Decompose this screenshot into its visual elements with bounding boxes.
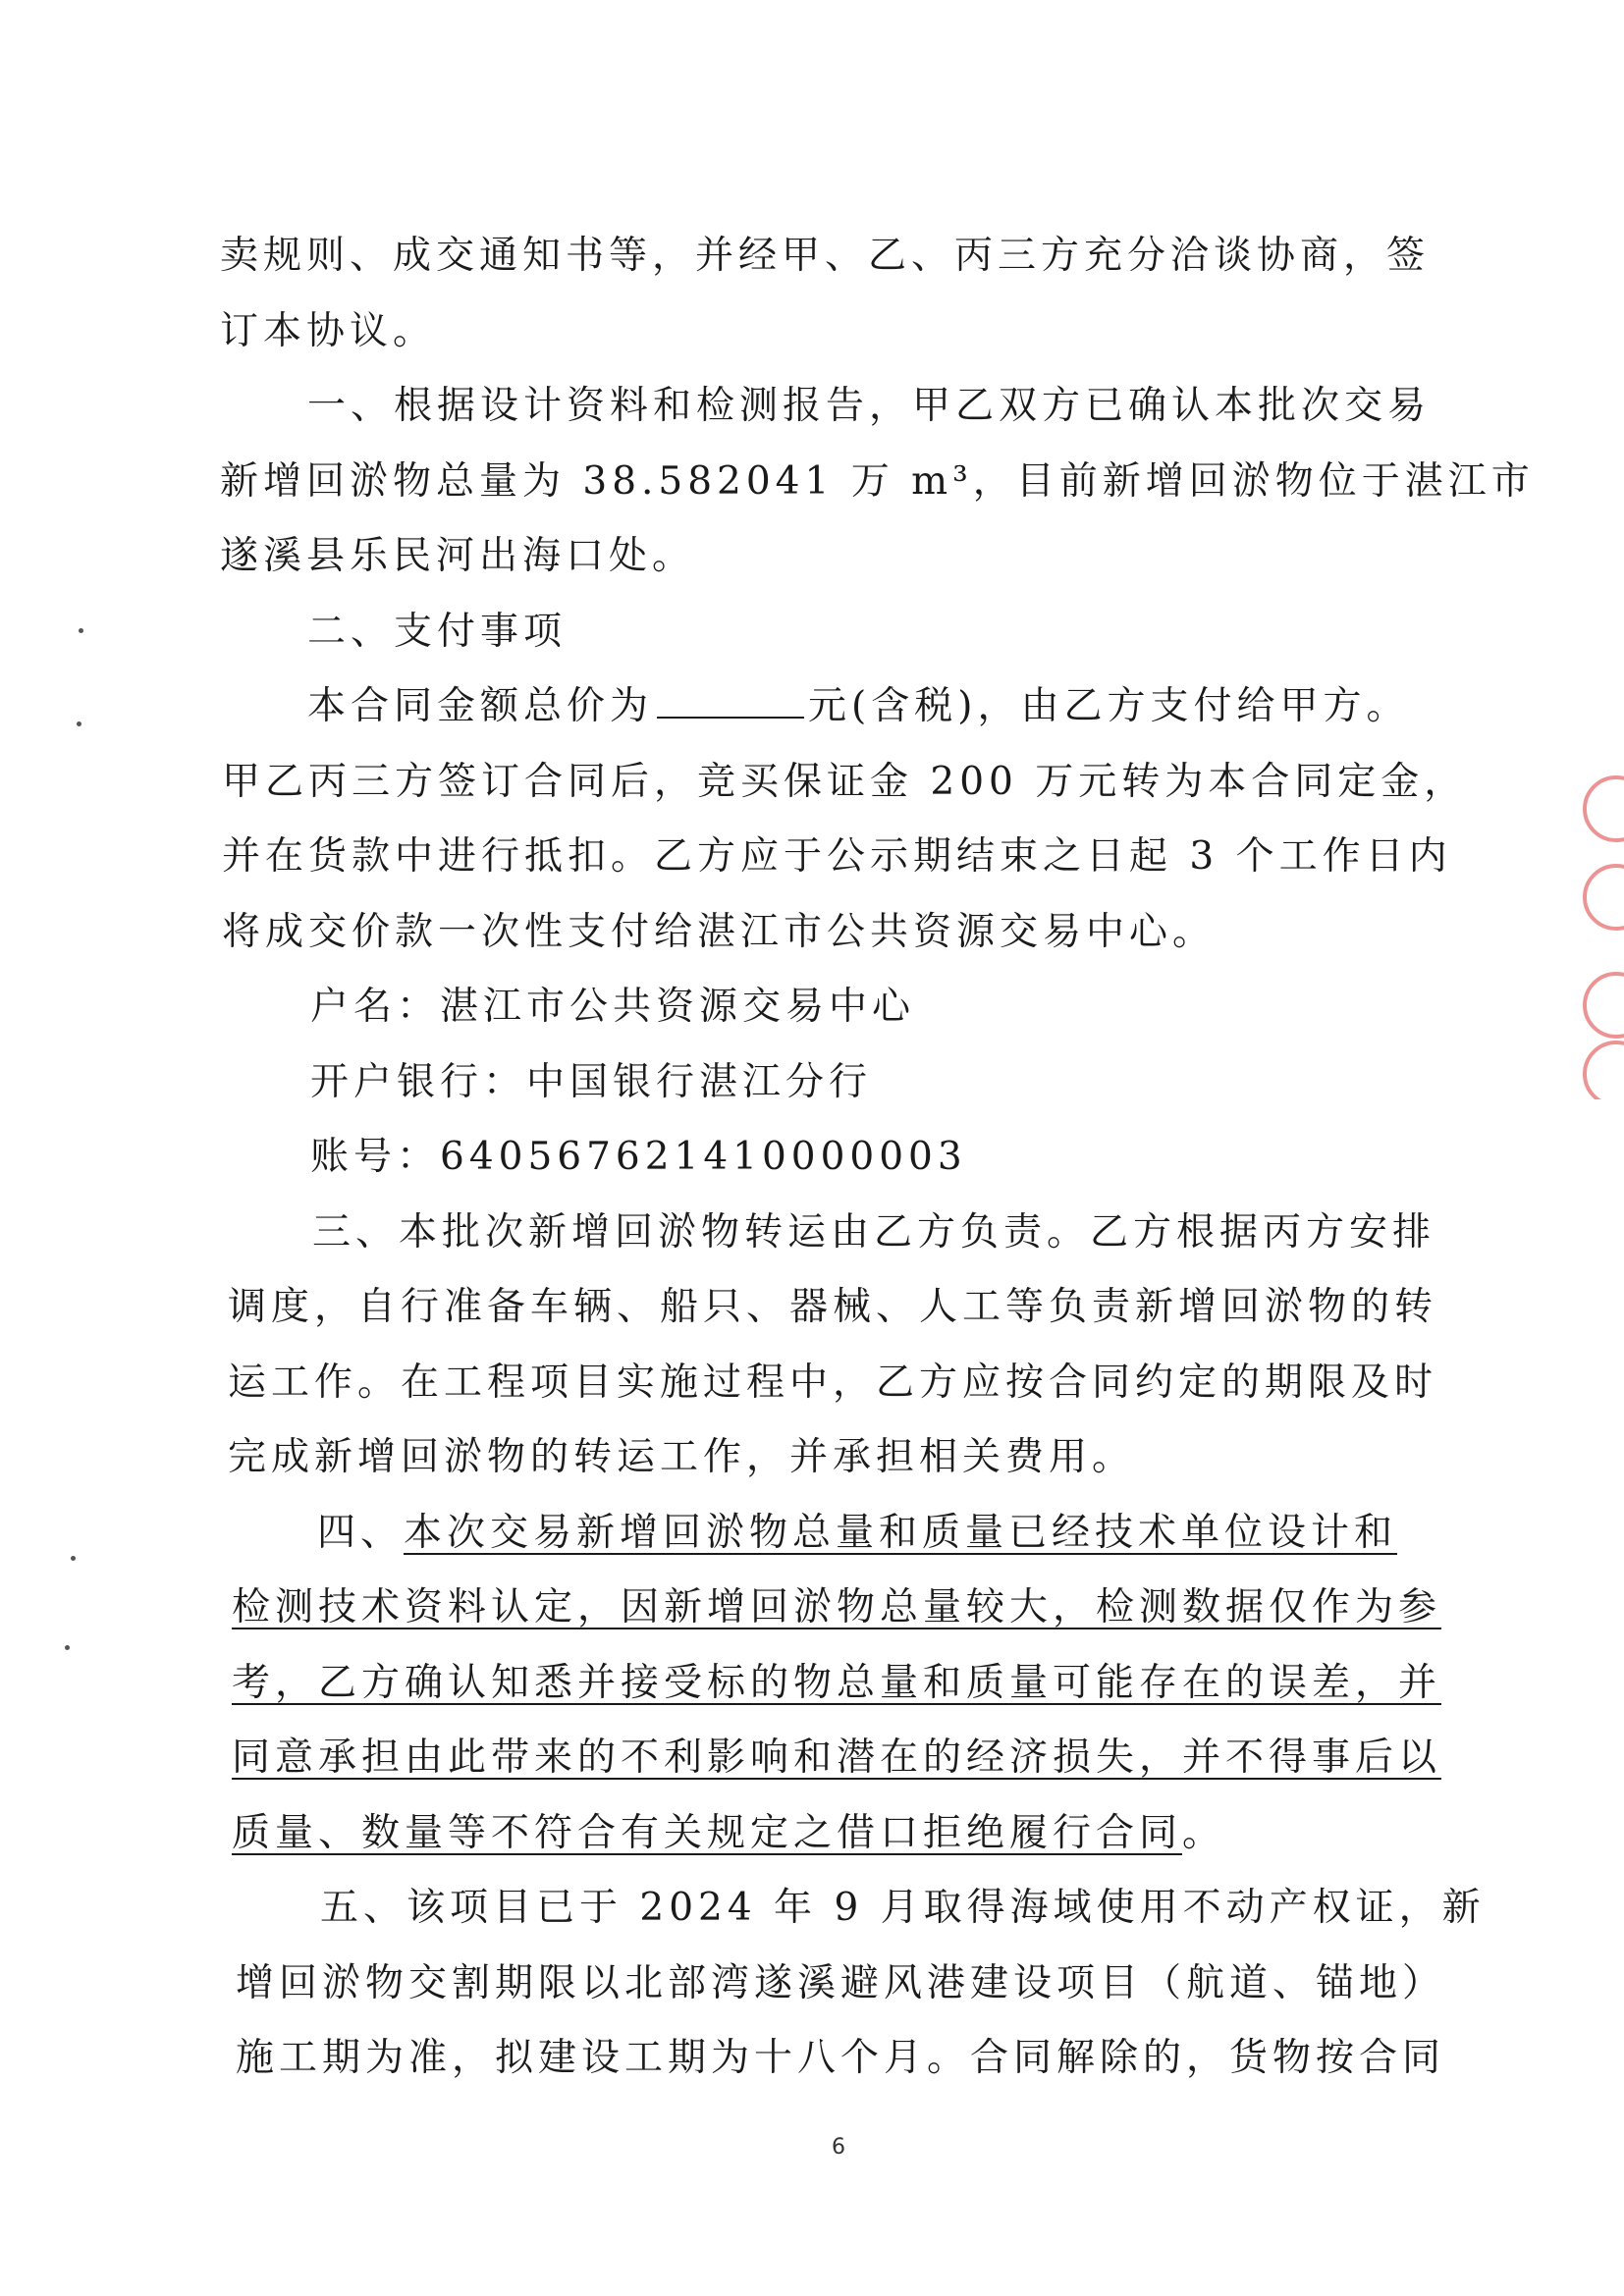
text-line: 运工作。在工程项目实施过程中，乙方应按合同约定的期限及时 [228,1361,1438,1405]
account-bank: 开户银行：中国银行湛江分行 [310,1060,873,1104]
scan-speck [65,1645,70,1650]
scan-speck [77,721,81,726]
clause-four-line [317,1504,1397,1563]
text-line: 订本协议。 [220,309,437,353]
contract-price-label: 本合同金额总价为 [307,684,654,728]
underlined-text-line: 同意承担由此带来的不利影响和潜在的经济损失，并不得事后以 [232,1735,1442,1780]
scan-speck [79,628,83,633]
contract-price-line [307,677,1409,736]
underlined-text: 质量、数量等不符合有关规定之借口拒绝履行合同 [232,1811,1183,1855]
account-name: 户名：湛江市公共资源交易中心 [310,985,916,1029]
contract-price-blank [657,677,804,719]
scan-speck [71,1556,76,1561]
text-line: 卖规则、成交通知书等，并经甲、乙、丙三方充分洽谈协商，签 [220,234,1431,278]
text-line: 并在货款中进行抵扣。乙方应于公示期结束之日起 3 个工作日内 [222,834,1452,879]
text-line: 完成新增回淤物的转运工作，并承担相关费用。 [228,1435,1136,1479]
seal-stamp-fragment [1577,746,1624,1099]
underlined-text-line: 检测技术资料认定，因新增回淤物总量较大，检测数据仅作为参 [232,1585,1442,1629]
text-line: 甲乙丙三方签订合同后，竞买保证金 200 万元转为本合同定金， [222,760,1468,804]
text-line: 施工期为准，拟建设工期为十八个月。合同解除的，货物按合同 [236,2036,1446,2080]
section-heading-payment: 二、支付事项 [307,610,568,654]
text-line: 调度，自行准备车辆、船只、器械、人工等负责新增回淤物的转 [228,1285,1438,1329]
text-line: 一、根据设计资料和检测报告，甲乙双方已确认本批次交易 [307,384,1432,428]
text-line: 三、本批次新增回淤物转运由乙方负责。乙方根据丙方安排 [312,1210,1436,1255]
text-line: 五、该项目已于 2024 年 9 月取得海域使用不动产权证，新 [320,1886,1486,1930]
period: 。 [1182,1811,1226,1855]
text-line: 新增回淤物总量为 38.582041 万 m³，目前新增回淤物位于湛江市 [220,459,1535,504]
page-number: 6 [832,2135,845,2160]
account-number: 账号：640567621410000003 [310,1135,967,1179]
text-line: 遂溪县乐民河出海口处。 [220,534,696,578]
underlined-text-line: 考，乙方确认知悉并接受标的物总量和质量可能存在的误差，并 [232,1661,1442,1705]
text-line: 将成交价款一次性支付给湛江市公共资源交易中心。 [222,910,1217,954]
clause-four-number: 四、 [317,1511,405,1555]
text-line: 增回淤物交割期限以北部湾遂溪避风港建设项目（航道、锚地） [236,1961,1446,2005]
clause-four-underlined: 本次交易新增回淤物总量和质量已经技术单位设计和 [404,1511,1398,1555]
contract-price-tail: 元(含税)，由乙方支付给甲方。 [808,684,1410,728]
clause-four-last-line [232,1804,1225,1863]
